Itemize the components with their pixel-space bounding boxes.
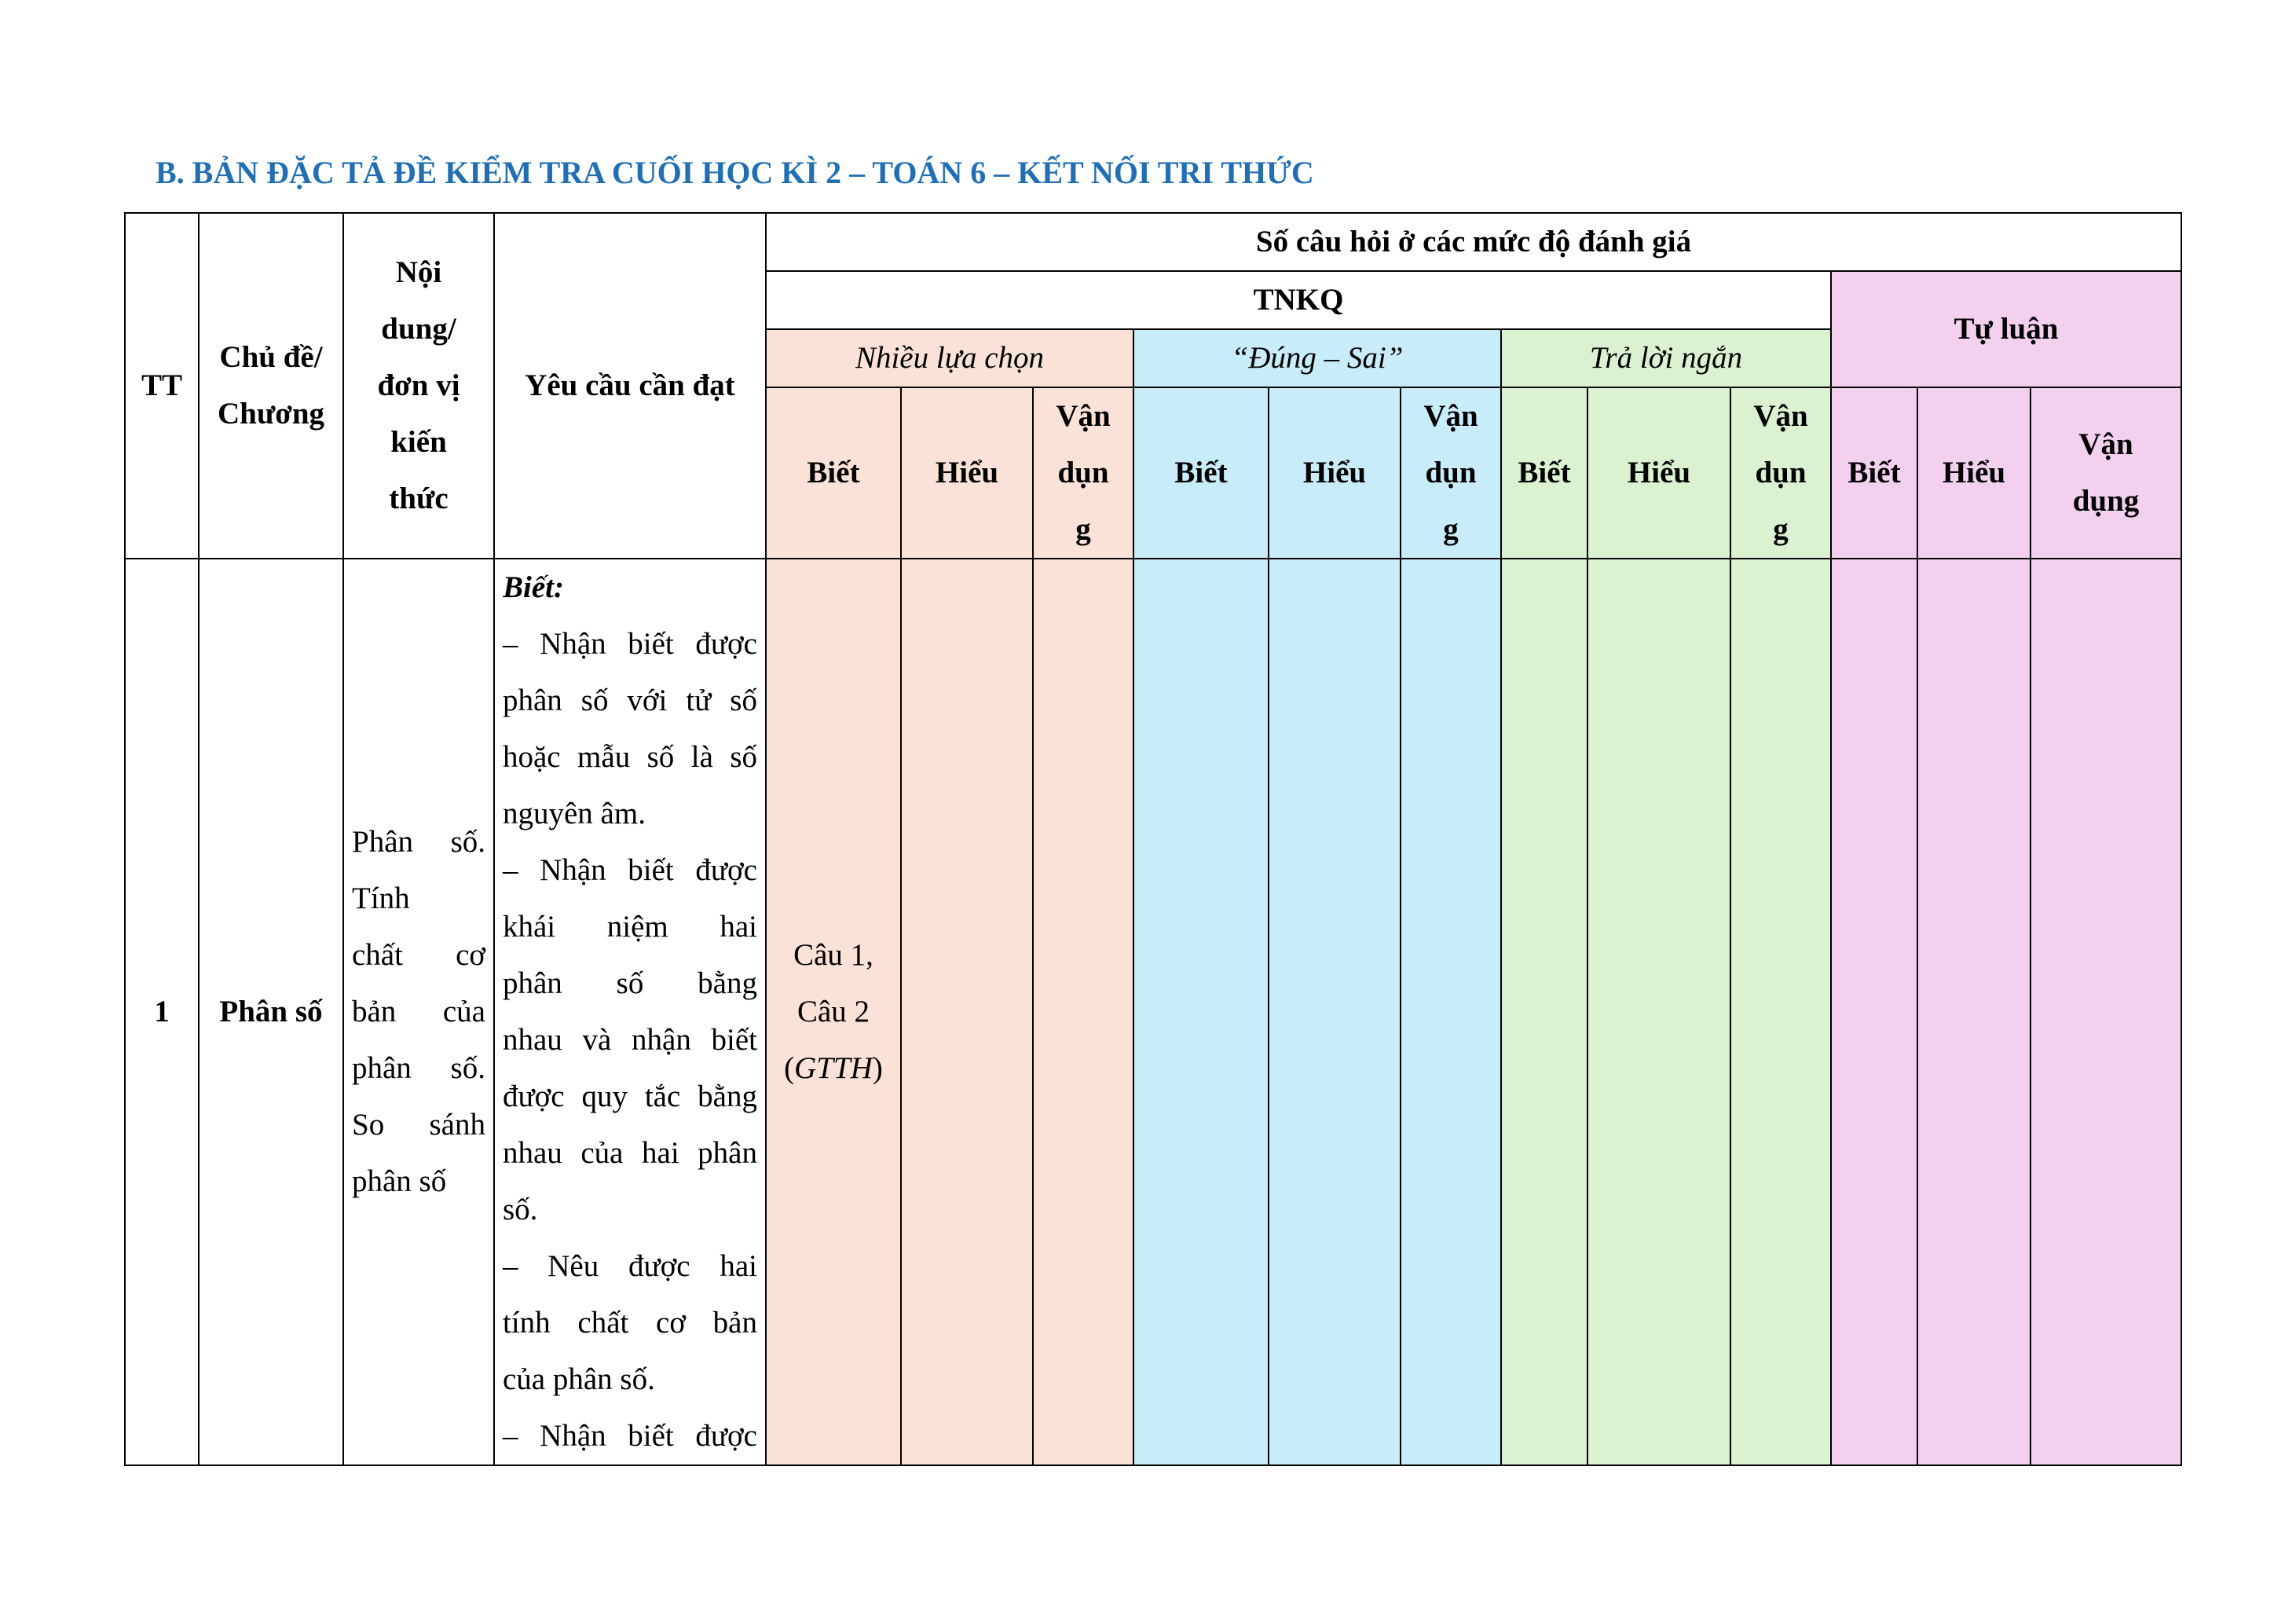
header-tt: TT — [125, 213, 199, 559]
nlc-van-dung-header: Vận dụn g — [1033, 387, 1133, 559]
nlc-biet-header: Biết — [766, 387, 901, 559]
specification-table — [124, 212, 2182, 1466]
ds-biet-header: Biết — [1133, 387, 1269, 559]
page-title: B. BẢN ĐẶC TẢ ĐỀ KIỂM TRA CUỐI HỌC KÌ 2 – TOÁN 6 – KẾT NỐI TRI THỨC — [156, 155, 1314, 190]
row-nlc-van-dung — [1033, 559, 1133, 1465]
ds-van-dung-header: Vận dụn g — [1401, 387, 1501, 559]
header-chu-de: Chủ đề/ Chương — [199, 213, 343, 559]
header-tnkq: TNKQ — [766, 271, 1831, 329]
row-tuluan-van-dung — [2031, 559, 2181, 1465]
row-tuluan-hieu — [1917, 559, 2031, 1465]
header-dung-sai: “Đúng – Sai” — [1133, 329, 1501, 387]
tl-hieu-header: Hiểu — [1587, 387, 1730, 559]
row-tt: 1 — [125, 559, 199, 1465]
tuluan-van-dung-header: Vận dụng — [2031, 387, 2181, 559]
row-nlc-biet: Câu 1, Câu 2 (GTTH) — [766, 559, 901, 1465]
row-tl-hieu — [1587, 559, 1730, 1465]
row-yeu-cau: Biết: – Nhận biết được phân số với tử số hoặc mẫu số là số nguyên âm. – Nhận biết được khái niệm hai phân số bằng nhau và nhận biết được quy tắc bằng nhau của hai phân số. – Nêu được hai tính chất cơ bản của phân số. – Nhận biết được — [494, 559, 766, 1465]
tl-van-dung-header: Vận dụn g — [1730, 387, 1831, 559]
row-tuluan-biet — [1831, 559, 1917, 1465]
header-so-cau-hoi: Số câu hỏi ở các mức độ đánh giá — [766, 213, 2181, 271]
header-nhieu-lua-chon: Nhiều lựa chọn — [766, 329, 1133, 387]
tuluan-biet-header: Biết — [1831, 387, 1917, 559]
header-yeu-cau: Yêu cầu cần đạt — [494, 213, 766, 559]
tuluan-hieu-header: Hiểu — [1917, 387, 2031, 559]
row-tl-van-dung — [1730, 559, 1831, 1465]
row-ds-biet — [1133, 559, 1269, 1465]
header-noi-dung: Nội dung/ đơn vị kiến thức — [343, 213, 494, 559]
row-ds-van-dung — [1401, 559, 1501, 1465]
header-tu-luan: Tự luận — [1831, 271, 2181, 387]
row-chu-de: Phân số — [199, 559, 343, 1465]
row-ds-hieu — [1269, 559, 1401, 1465]
table-row — [125, 559, 2181, 1465]
row-noi-dung: Phân số. Tính chất cơ bản của phân số. So sánh phân số — [343, 559, 494, 1465]
header-tra-loi-ngan: Trả lời ngắn — [1501, 329, 1831, 387]
row-tl-biet — [1501, 559, 1587, 1465]
ds-hieu-header: Hiểu — [1269, 387, 1401, 559]
nlc-hieu-header: Hiểu — [901, 387, 1033, 559]
yeu-cau-label: Biết: — [503, 570, 564, 604]
row-nlc-hieu — [901, 559, 1033, 1465]
tl-biet-header: Biết — [1501, 387, 1587, 559]
